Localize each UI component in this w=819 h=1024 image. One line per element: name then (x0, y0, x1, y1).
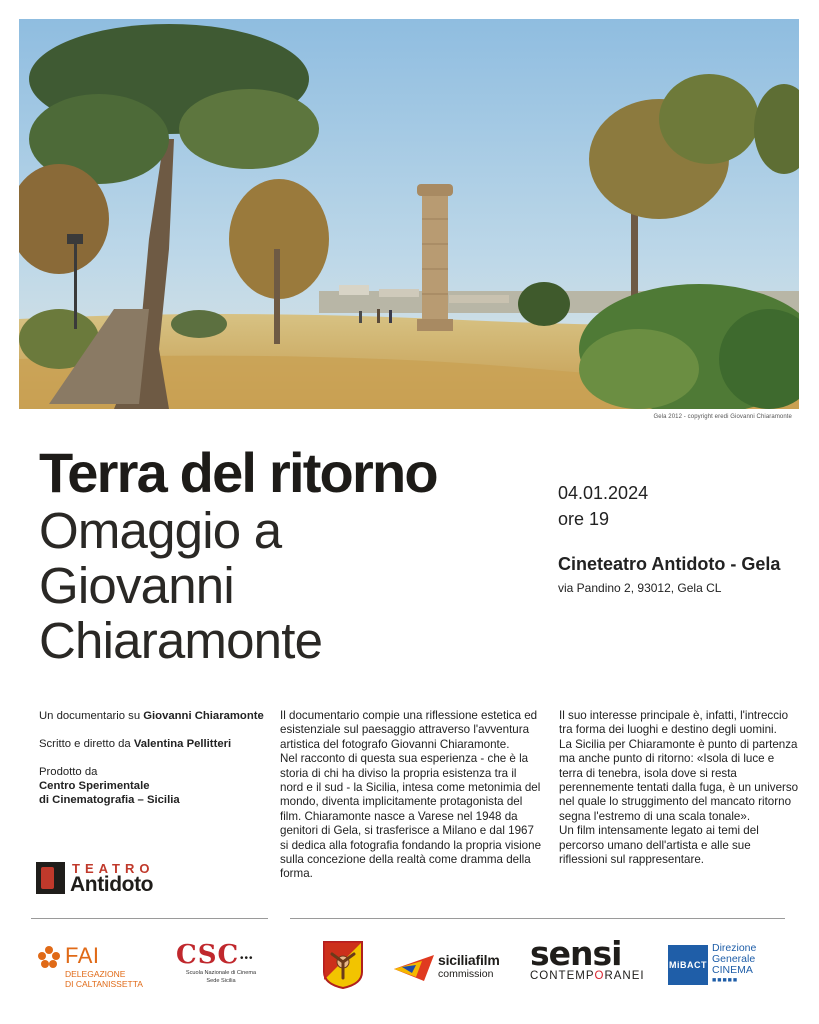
csc-dots: ••• (240, 953, 254, 964)
csc-logo (176, 941, 266, 993)
fai-subtitle (65, 969, 143, 989)
sfc-name: siciliafilm (438, 952, 500, 968)
sensi-subtitle-part: RANEI (604, 970, 645, 982)
mibact-bars-icon: ■■■■■ (712, 977, 739, 984)
credit-label: Scritto e diretto da (39, 738, 134, 750)
credit-documentary (39, 709, 274, 723)
sensi-contemporanei-logo (530, 934, 650, 990)
title-sub-line: Giovanni (39, 557, 234, 614)
credit-label: Un documentario su (39, 710, 144, 722)
sfc-triangle-icon (394, 951, 434, 981)
credit-subject: Giovanni Chiaramonte (143, 710, 264, 722)
event-info (558, 480, 780, 595)
title-sub-line: Omaggio a (39, 502, 282, 559)
sensi-name: sensi (530, 934, 622, 973)
trinacria-shield-icon (322, 940, 364, 990)
credit-director: Valentina Pellitteri (133, 738, 232, 750)
csc-subtitle-line: Sede Sicilia (206, 978, 236, 984)
sensi-subtitle-accent: O (594, 970, 605, 982)
credit-producer: di Cinematografia – Sicilia (39, 794, 180, 806)
fai-flower-icon (37, 945, 61, 969)
sicilia-film-commission-logo (394, 949, 509, 985)
credit-producer: Centro Sperimentale (39, 780, 150, 792)
csc-name: CSC (176, 940, 240, 970)
mibact-line: CINEMA (712, 964, 753, 976)
antidoto-teatro-text: TEATRO (72, 861, 155, 876)
mibact-cinema-logo (668, 943, 778, 987)
mibact-line: Generale (712, 953, 756, 965)
body-column-right (559, 709, 799, 867)
teatro-antidoto-logo (36, 861, 176, 895)
mibact-text (712, 943, 756, 976)
event-date: 04.01.2024 (558, 483, 649, 503)
credits-column (39, 709, 274, 821)
landscape-image (19, 19, 799, 409)
antidoto-mark-icon (36, 862, 65, 894)
event-time: ore 19 (558, 509, 610, 529)
sensi-subtitle-part: CONTEMP (530, 970, 595, 982)
event-address: via Pandino 2, 93012, Gela CL (558, 581, 722, 595)
fai-subtitle-line: DELEGAZIONE (65, 969, 126, 979)
fai-subtitle-line: DI CALTANISSETTA (65, 979, 143, 989)
fai-logo (37, 943, 157, 991)
csc-subtitle (176, 969, 266, 985)
body-column-middle (280, 709, 542, 882)
mibact-mark: MiBACT (668, 945, 708, 985)
csc-subtitle-line: Scuola Nazionale di Cinema (185, 970, 257, 976)
divider-right (290, 918, 785, 919)
mibact-line: Direzione (712, 942, 757, 954)
credit-written (39, 737, 274, 751)
body-text: Il documentario compie una riflessione estetica ed esistenziale sul paesaggio attraverso l'avventura artistica del fotografo Giovanni Chiaramonte. Nel racconto di questa sua esperienza - che è la storia di chi ha diviso la propria esistenza tra il nord e il sud - la Sicilia, intesa come metonimia del mondo, diventa implicitamente protagonista del film. Chiaramonte nasce a Varese nel 1948 da genitori di Gela, si trasferisce a Milano e dal 1967 si dedica alla fotografia fondando la propria visione sulla concezione della realtà come dramma della forma. (280, 709, 542, 881)
antidoto-name-text: Antidoto (70, 873, 154, 896)
credit-produced (39, 765, 274, 807)
title-main: Terra del ritorno (39, 441, 437, 504)
hero-photo (19, 19, 799, 409)
divider-left (31, 918, 268, 919)
photo-credit: Gela 2012 - copyright eredi Giovanni Chiaramonte (653, 414, 792, 420)
sensi-subtitle (530, 970, 650, 982)
title-sub (39, 503, 322, 668)
credit-label: Prodotto da (39, 766, 98, 778)
fai-name: FAI (65, 943, 100, 968)
sfc-subtitle: commission (438, 968, 494, 980)
regione-sicilia-logo (322, 940, 364, 990)
event-venue: Cineteatro Antidoto - Gela (558, 554, 781, 574)
body-text: Il suo interesse principale è, infatti, l'intreccio tra forma dei luoghi e destino degli uomini. La Sicilia per Chiaramonte è punto di partenza ma anche punto di ritorno: «Isola di luce e terra di tenebra, isola dove si resta perennemente tentati dalla fuga, è un universo nel quale lo struggimento del mancato ritorno segna l'estremo di una scala tonale». Un film intensamente legato ai temi del percorso umano dell'artista e alle sue riflessioni sul rappresentare. (559, 709, 799, 867)
title-sub-line: Chiaramonte (39, 612, 323, 669)
